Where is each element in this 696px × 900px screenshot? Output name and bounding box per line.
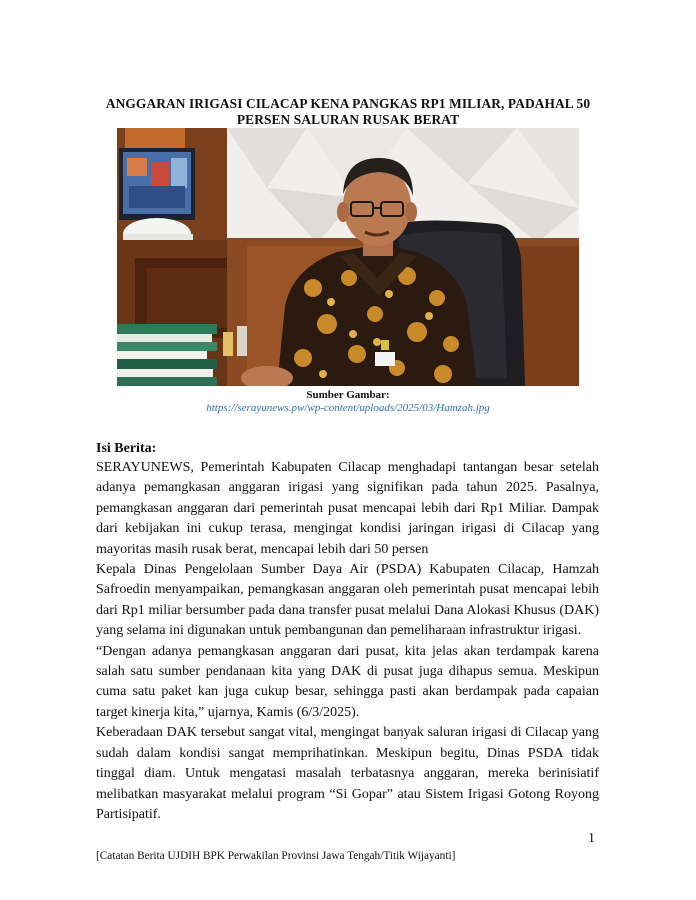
article-body: [96, 458, 599, 825]
article-photo: [117, 128, 579, 386]
image-source-link[interactable]: https://serayunews.pw/wp-content/uploads/2025/03/Hamzah.jpg: [206, 402, 490, 414]
article-paragraph: Keberadaan DAK tersebut sangat vital, mengingat banyak saluran irigasi di Cilacap yang sudah dalam kondisi sangat memprihatinkan. Meskipun begitu, Dinas PSDA tidak tinggal diam. Untuk mengatasi masalah terbatasnya anggaran, mereka berinisiatif melibatkan masyarakat melalui program “Si Gopar” atau Sistem Irigasi Gotong Royong Partisipatif.: [96, 725, 599, 822]
page-footer: [Catatan Berita UJDIH BPK Perwakilan Provinsi Jawa Tengah/Titik Wijayanti]: [96, 850, 456, 862]
article-title: ANGGARAN IRIGASI CILACAP KENA PANGKAS RP1 MILIAR, PADAHAL 50 PERSEN SALURAN RUSAK BERAT: [105, 96, 591, 127]
section-heading: Isi Berita:: [96, 441, 157, 456]
page-number: 1: [588, 831, 595, 846]
article-paragraph: “Dengan adanya pemangkasan anggaran dari pusat, kita jelas akan terdampak karena salah satu sumber pendanaan kita yang DAK di pusat juga dihapus semua. Meskipun cuma satu paket kan juga cukup besar, sehingga pasti akan berdampak pada capaian target kinerja kita,” ujarnya, Kamis (6/3/2025).: [96, 643, 599, 720]
article-paragraph: Kepala Dinas Pengelolaan Sumber Daya Air (PSDA) Kabupaten Cilacap, Hamzah Safroedin menyampaikan, pemangkasan anggaran oleh pemerintah pusat mencapai lebih dari Rp1 miliar bersumber pada dana transfer pusat melalui Dana Alokasi Khusus (DAK) yang selama ini digunakan untuk pembangunan dan pemeliharaan infrastruktur irigasi.: [96, 562, 599, 639]
image-caption-label: Sumber Gambar:: [306, 389, 390, 401]
article-paragraph: SERAYUNEWS, Pemerintah Kabupaten Cilacap menghadapi tantangan besar setelah adanya pemangkasan anggaran irigasi yang signifikan pada tahun 2025. Pasalnya, pemangkasan anggaran dari pemerintah pusat mencapai lebih dari Rp1 Miliar. Dampak dari kebijakan ini cukup terasa, mengingat kondisi jaringan irigasi di Cilacap yang mayoritas masih rusak berat, mencapai lebih dari 50 persen: [96, 460, 599, 557]
